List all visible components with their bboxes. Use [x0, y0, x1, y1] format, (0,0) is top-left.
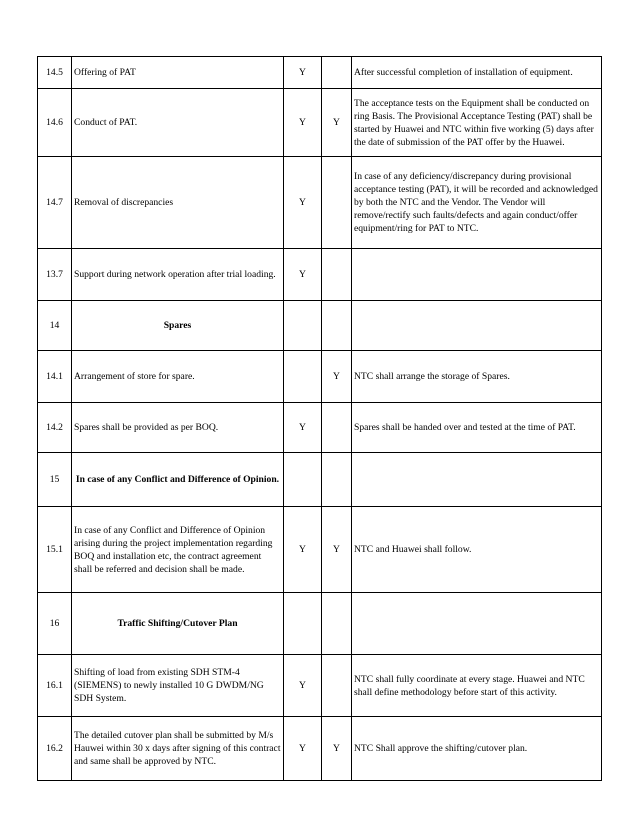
- ntc-mark: [322, 655, 352, 717]
- item-number: 16.2: [38, 717, 72, 781]
- huawei-mark: Y: [284, 157, 322, 249]
- section-number: 15: [38, 453, 72, 507]
- remarks-text: NTC and Huawei shall follow.: [352, 507, 602, 593]
- remarks-text: NTC shall fully coordinate at every stage. Huawei and NTC shall define methodology before start of this activity.: [352, 655, 602, 717]
- ntc-mark: [322, 403, 352, 453]
- item-number: 14.5: [38, 57, 72, 89]
- remarks-text: [352, 249, 602, 301]
- remarks-text: NTC Shall approve the shifting/cutover plan.: [352, 717, 602, 781]
- section-heading: Traffic Shifting/Cutover Plan: [72, 593, 284, 655]
- activity-text: Offering of PAT: [72, 57, 284, 89]
- table-row: [38, 453, 602, 507]
- ntc-mark: [322, 57, 352, 89]
- huawei-mark: Y: [284, 89, 322, 157]
- huawei-mark: [284, 351, 322, 403]
- table-row: [38, 351, 602, 403]
- ntc-mark: [322, 301, 352, 351]
- section-number: 14: [38, 301, 72, 351]
- ntc-mark: [322, 453, 352, 507]
- table-row: [38, 249, 602, 301]
- ntc-mark: [322, 593, 352, 655]
- table-row: [38, 89, 602, 157]
- huawei-mark: [284, 453, 322, 507]
- table-row: [38, 157, 602, 249]
- section-heading: In case of any Conflict and Difference of Opinion.: [72, 453, 284, 507]
- remarks-text: In case of any deficiency/discrepancy during provisional acceptance testing (PAT), it will be recorded and acknowledged by both the NTC and the Vendor. The Vendor will remove/rectify such faults/defects and again conduct/offer equipment/ring for PAT to NTC.: [352, 157, 602, 249]
- huawei-mark: [284, 593, 322, 655]
- activity-text: Arrangement of store for spare.: [72, 351, 284, 403]
- ntc-mark: Y: [322, 89, 352, 157]
- activity-text: In case of any Conflict and Difference of Opinion arising during the project implementation regarding BOQ and installation etc, the contract agreement shall be referred and decision shall be made.: [72, 507, 284, 593]
- ntc-mark: Y: [322, 351, 352, 403]
- activity-text: Shifting of load from existing SDH STM-4 (SIEMENS) to newly installed 10 G DWDM/NG SDH System.: [72, 655, 284, 717]
- item-number: 14.7: [38, 157, 72, 249]
- activity-text: Support during network operation after trial loading.: [72, 249, 284, 301]
- section-number: 16: [38, 593, 72, 655]
- remarks-text: After successful completion of installation of equipment.: [352, 57, 602, 89]
- table-row: [38, 655, 602, 717]
- item-number: 14.2: [38, 403, 72, 453]
- item-number: 14.1: [38, 351, 72, 403]
- responsibility-table: [37, 56, 602, 781]
- item-number: 14.6: [38, 89, 72, 157]
- remarks-text: Spares shall be handed over and tested at the time of PAT.: [352, 403, 602, 453]
- ntc-mark: Y: [322, 507, 352, 593]
- item-number: 15.1: [38, 507, 72, 593]
- table-row: [38, 717, 602, 781]
- ntc-mark: [322, 157, 352, 249]
- remarks-text: [352, 453, 602, 507]
- item-number: 13.7: [38, 249, 72, 301]
- remarks-text: NTC shall arrange the storage of Spares.: [352, 351, 602, 403]
- remarks-text: [352, 593, 602, 655]
- section-heading: Spares: [72, 301, 284, 351]
- huawei-mark: [284, 301, 322, 351]
- huawei-mark: Y: [284, 403, 322, 453]
- huawei-mark: Y: [284, 507, 322, 593]
- table-row: [38, 301, 602, 351]
- huawei-mark: Y: [284, 655, 322, 717]
- ntc-mark: [322, 249, 352, 301]
- activity-text: Conduct of PAT.: [72, 89, 284, 157]
- ntc-mark: Y: [322, 717, 352, 781]
- table-body: [38, 57, 602, 781]
- huawei-mark: Y: [284, 249, 322, 301]
- item-number: 16.1: [38, 655, 72, 717]
- remarks-text: [352, 301, 602, 351]
- remarks-text: The acceptance tests on the Equipment shall be conducted on ring Basis. The Provisional Acceptance Testing (PAT) shall be started by Huawei and NTC within five working (5) days after the date of submission of the PAT offer by the Huawei.: [352, 89, 602, 157]
- table-row: [38, 507, 602, 593]
- activity-text: Spares shall be provided as per BOQ.: [72, 403, 284, 453]
- table-row: [38, 403, 602, 453]
- table-row: [38, 57, 602, 89]
- table-row: [38, 593, 602, 655]
- activity-text: Removal of discrepancies: [72, 157, 284, 249]
- activity-text: The detailed cutover plan shall be submitted by M/s Hauwei within 30 x days after signing of this contract and same shall be approved by NTC.: [72, 717, 284, 781]
- huawei-mark: Y: [284, 57, 322, 89]
- huawei-mark: Y: [284, 717, 322, 781]
